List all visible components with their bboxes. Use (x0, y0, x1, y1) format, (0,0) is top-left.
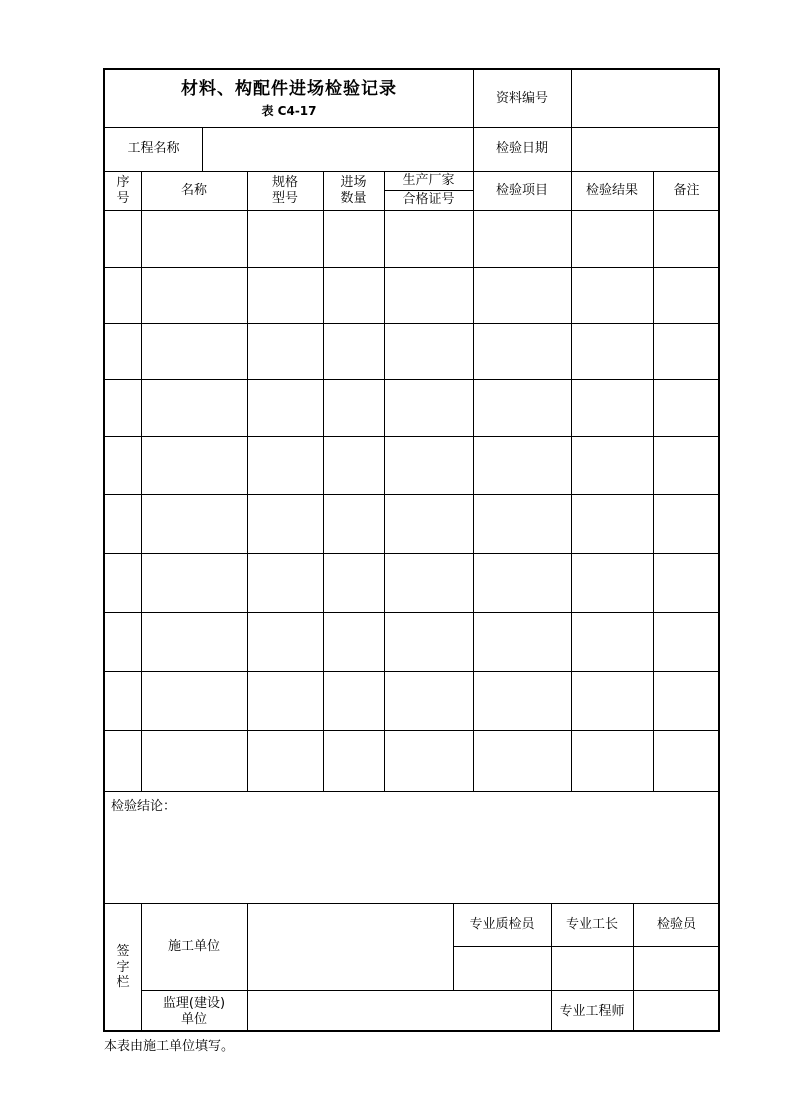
inspector-sign-field[interactable] (633, 947, 720, 990)
row-7-spec-cell[interactable] (247, 553, 323, 612)
row-3-spec-cell[interactable] (247, 323, 323, 379)
row-9-result-cell[interactable] (571, 671, 653, 730)
row-5-item-cell[interactable] (473, 436, 571, 494)
row-3-name-cell[interactable] (141, 323, 247, 379)
signature-section-label: 签 字 栏 (116, 944, 130, 991)
row-1-qty-cell[interactable] (323, 210, 384, 267)
row-4-item-cell[interactable] (473, 379, 571, 436)
row-8-maker-cert-cell[interactable] (384, 612, 473, 671)
row-4-seq-cell[interactable] (105, 379, 141, 436)
row-5-maker-cert-cell[interactable] (384, 436, 473, 494)
row-5-qty-cell[interactable] (323, 436, 384, 494)
row-3-item-cell[interactable] (473, 323, 571, 379)
row-1-result-cell[interactable] (571, 210, 653, 267)
row-4-result-cell[interactable] (571, 379, 653, 436)
row-10-qty-cell[interactable] (323, 730, 384, 791)
row-7-seq-cell[interactable] (105, 553, 141, 612)
construction-unit-label: 施工单位 (167, 938, 220, 954)
foreman-sign-field[interactable] (551, 947, 633, 990)
row-5-result-cell[interactable] (571, 436, 653, 494)
row-2-maker-cert-cell[interactable] (384, 267, 473, 323)
row-2-seq-cell[interactable] (105, 267, 141, 323)
row-8-note-cell[interactable] (653, 612, 720, 671)
row-8-name-cell[interactable] (141, 612, 247, 671)
row-6-spec-cell[interactable] (247, 494, 323, 553)
row-6-seq-cell[interactable] (105, 494, 141, 553)
supervision-unit-label: 监理(建设) 单位 (162, 995, 226, 1027)
row-5-name-cell[interactable] (141, 436, 247, 494)
form-code: 表 C4-17 (261, 104, 317, 118)
row-1-name-cell[interactable] (141, 210, 247, 267)
row-10-item-cell[interactable] (473, 730, 571, 791)
row-7-item-cell[interactable] (473, 553, 571, 612)
doc-no-field[interactable] (571, 70, 720, 127)
inspector-label: 检验员 (656, 916, 696, 932)
row-4-spec-cell[interactable] (247, 379, 323, 436)
inspection-date-field[interactable] (571, 127, 720, 171)
conclusion-label: 检验结论： (111, 799, 177, 815)
row-10-maker-cert-cell[interactable] (384, 730, 473, 791)
construction-unit-field[interactable] (247, 903, 453, 990)
row-1-seq-cell[interactable] (105, 210, 141, 267)
row-1-spec-cell[interactable] (247, 210, 323, 267)
row-2-spec-cell[interactable] (247, 267, 323, 323)
row-9-seq-cell[interactable] (105, 671, 141, 730)
row-3-note-cell[interactable] (653, 323, 720, 379)
row-9-note-cell[interactable] (653, 671, 720, 730)
row-3-qty-cell[interactable] (323, 323, 384, 379)
row-7-result-cell[interactable] (571, 553, 653, 612)
row-9-item-cell[interactable] (473, 671, 571, 730)
row-9-qty-cell[interactable] (323, 671, 384, 730)
row-8-spec-cell[interactable] (247, 612, 323, 671)
row-7-qty-cell[interactable] (323, 553, 384, 612)
row-9-maker-cert-cell[interactable] (384, 671, 473, 730)
inspection-form (103, 68, 720, 1032)
row-6-qty-cell[interactable] (323, 494, 384, 553)
row-3-maker-cert-cell[interactable] (384, 323, 473, 379)
col-note-header: 备注 (673, 182, 700, 198)
col-result-header: 检验结果 (585, 182, 638, 198)
row-8-qty-cell[interactable] (323, 612, 384, 671)
row-5-seq-cell[interactable] (105, 436, 141, 494)
project-name-label: 工程名称 (127, 141, 180, 157)
row-4-qty-cell[interactable] (323, 379, 384, 436)
row-1-maker-cert-cell[interactable] (384, 210, 473, 267)
row-2-item-cell[interactable] (473, 267, 571, 323)
row-9-spec-cell[interactable] (247, 671, 323, 730)
project-name-field[interactable] (202, 127, 473, 171)
row-1-item-cell[interactable] (473, 210, 571, 267)
row-7-name-cell[interactable] (141, 553, 247, 612)
row-4-name-cell[interactable] (141, 379, 247, 436)
row-10-name-cell[interactable] (141, 730, 247, 791)
row-9-name-cell[interactable] (141, 671, 247, 730)
footer-note: 本表由施工单位填写。 (104, 1039, 235, 1054)
row-8-result-cell[interactable] (571, 612, 653, 671)
col-item-header: 检验项目 (495, 182, 548, 198)
row-6-note-cell[interactable] (653, 494, 720, 553)
row-10-spec-cell[interactable] (247, 730, 323, 791)
engineer-sign-field[interactable] (633, 991, 720, 1032)
row-4-maker-cert-cell[interactable] (384, 379, 473, 436)
engineer-label: 专业工程师 (559, 1003, 625, 1019)
foreman-label: 专业工长 (565, 916, 618, 932)
row-5-note-cell[interactable] (653, 436, 720, 494)
row-2-result-cell[interactable] (571, 267, 653, 323)
row-2-note-cell[interactable] (653, 267, 720, 323)
row-2-name-cell[interactable] (141, 267, 247, 323)
row-6-result-cell[interactable] (571, 494, 653, 553)
row-3-result-cell[interactable] (571, 323, 653, 379)
col-name-header: 名称 (180, 182, 207, 198)
row-10-result-cell[interactable] (571, 730, 653, 791)
col-maker-header: 生产厂家 (402, 172, 455, 188)
row-6-maker-cert-cell[interactable] (384, 494, 473, 553)
col-qty-header: 进场 数量 (340, 174, 367, 206)
title-block (105, 70, 473, 127)
col-spec-header: 规格 型号 (271, 174, 298, 206)
row-2-qty-cell[interactable] (323, 267, 384, 323)
row-3-seq-cell[interactable] (105, 323, 141, 379)
doc-no-label: 资料编号 (495, 90, 548, 106)
col-cert-header: 合格证号 (402, 192, 455, 208)
row-8-item-cell[interactable] (473, 612, 571, 671)
inspection-date-label: 检验日期 (495, 141, 548, 157)
form-title: 材料、构配件进场检验记录 (181, 78, 397, 99)
row-6-name-cell[interactable] (141, 494, 247, 553)
row-8-seq-cell[interactable] (105, 612, 141, 671)
quality-inspector-label: 专业质检员 (469, 916, 535, 932)
row-7-note-cell[interactable] (653, 553, 720, 612)
quality-inspector-sign-field[interactable] (453, 947, 551, 990)
row-10-seq-cell[interactable] (105, 730, 141, 791)
row-7-maker-cert-cell[interactable] (384, 553, 473, 612)
conclusion-field[interactable] (111, 818, 711, 898)
col-seq-header: 序 号 (116, 174, 130, 206)
row-5-spec-cell[interactable] (247, 436, 323, 494)
row-1-note-cell[interactable] (653, 210, 720, 267)
row-10-note-cell[interactable] (653, 730, 720, 791)
supervision-unit-field[interactable] (247, 991, 551, 1032)
row-6-item-cell[interactable] (473, 494, 571, 553)
row-4-note-cell[interactable] (653, 379, 720, 436)
